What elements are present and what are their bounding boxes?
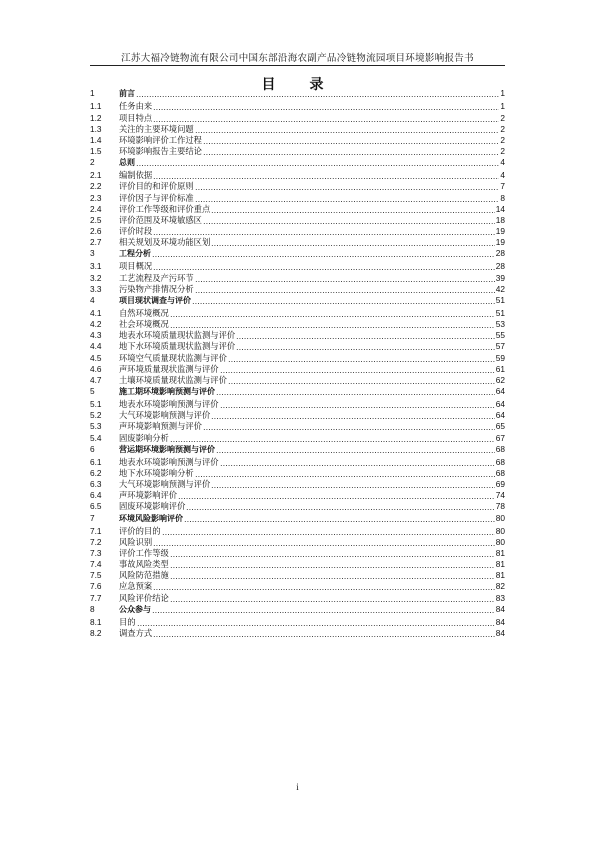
toc-entry-title: 声环境影响预测与评价 [119,421,202,432]
toc-entry-title: 社会环境概况 [119,319,169,330]
toc-entry-number: 4.5 [90,352,102,363]
toc-section-entry[interactable] [90,421,505,432]
toc-entry-title: 任务由来 [119,101,153,112]
toc-entry-title: 关注的主要环境问题 [119,123,194,134]
toc-section-entry[interactable] [90,101,505,112]
toc-section-entry[interactable] [90,410,505,421]
toc-entry-number: 5.4 [90,432,102,443]
toc-section-entry[interactable] [90,170,505,181]
toc-entry-title: 相关规划及环境功能区划 [119,236,211,247]
toc-entry-page: 53 [495,319,505,330]
toc-dot-leader [170,578,495,579]
toc-entry-number: 4.7 [90,374,102,385]
toc-entry-title: 风险识别 [119,537,153,547]
toc-entry-title: 事故风险类型 [119,559,169,570]
toc-entry-page: 68 [495,468,505,479]
toc-entry-number: 6.3 [90,479,102,490]
toc-section-entry[interactable] [90,124,505,135]
toc-section-entry[interactable] [90,341,505,352]
toc-dot-leader [211,487,494,488]
toc-entry-title: 污染物产排情况分析 [119,283,194,294]
toc-dot-leader [170,556,495,557]
toc-chapter-entry[interactable] [90,386,505,397]
toc-section-entry[interactable] [90,526,505,537]
toc-section-entry[interactable] [90,490,505,501]
toc-entry-number: 2.5 [90,214,102,225]
toc-entry-page: 81 [495,559,505,570]
toc-entry-page: 4 [500,170,505,181]
toc-entry-page: 18 [495,214,505,225]
toc-dot-leader [195,189,500,190]
header-rule [90,65,505,66]
toc-dot-leader [136,165,499,166]
toc-dot-leader [153,636,495,637]
toc-entry-number: 4.2 [90,319,102,330]
toc-entry-title: 项目概况 [119,261,153,272]
toc-section-entry[interactable] [90,593,505,604]
toc-entry-page: 14 [495,203,505,214]
toc-section-entry[interactable] [90,204,505,215]
toc-entry-page: 64 [495,399,505,410]
toc-section-entry[interactable] [90,181,505,192]
toc-dot-leader [170,601,495,602]
toc-entry-number: 7 [90,512,95,523]
toc-entry-number: 5 [90,385,95,396]
toc-entry-title: 固废环境影响评价 [119,501,186,512]
toc-entry-page: 1 [500,101,505,112]
toc-section-entry[interactable] [90,261,505,272]
toc-entry-number: 6.1 [90,457,102,467]
toc-dot-leader [152,256,495,257]
toc-entry-number: 1 [90,88,95,98]
toc-entry-page: 51 [495,294,505,305]
toc-dot-leader [153,269,495,270]
toc-entry-number: 1.5 [90,145,102,156]
toc-entry-page: 81 [495,570,505,581]
toc-dot-leader [203,154,499,155]
toc-section-entry[interactable] [90,581,505,592]
toc-dot-leader [195,476,495,477]
toc-dot-leader [195,201,500,202]
toc-dot-leader [153,109,499,110]
toc-section-entry[interactable] [90,479,505,490]
toc-dot-leader [153,121,499,122]
toc-entry-page: 78 [495,501,505,512]
toc-entry-title: 工程分析 [119,249,151,258]
toc-entry-page: 2 [500,123,505,134]
toc-section-entry[interactable] [90,364,505,375]
toc-section-entry[interactable] [90,617,505,628]
toc-section-entry[interactable] [90,193,505,204]
toc-chapter-entry[interactable] [90,444,505,455]
toc-dot-leader [236,349,495,350]
toc-entry-page: 68 [495,443,505,454]
toc-entry-title: 评价目的和评价原则 [119,181,194,192]
toc-section-entry[interactable] [90,433,505,444]
toc-entry-page: 67 [495,432,505,443]
toc-entry-title: 评价工作等级和评价重点 [119,203,211,214]
toc-entry-page: 65 [495,421,505,432]
toc-dot-leader [136,96,499,97]
toc-entry-number: 2.3 [90,192,102,203]
toc-dot-leader [216,452,495,453]
toc-section-entry[interactable] [90,226,505,237]
toc-entry-page: 74 [495,490,505,501]
toc-entry-number: 4.6 [90,363,102,374]
toc-dot-leader [153,545,495,546]
toc-section-entry[interactable] [90,113,505,124]
toc-entry-page: 62 [495,374,505,385]
toc-dot-leader [211,418,494,419]
toc-entry-title: 地表水环境影响预测与评价 [119,457,219,467]
toc-entry-page: 80 [495,537,505,547]
toc-dot-leader [178,498,495,499]
toc-dot-leader [195,292,495,293]
toc-entry-page: 19 [495,236,505,247]
toc-entry-title: 大气环境影响预测与评价 [119,479,211,490]
toc-entry-number: 7.6 [90,581,102,592]
toc-entry-number: 2.7 [90,236,102,247]
toc-entry-number: 1.3 [90,123,102,134]
toc-entry-title: 固废影响分析 [119,432,169,443]
toc-entry-number: 7.1 [90,525,102,536]
toc-chapter-entry[interactable] [90,604,505,615]
toc-section-entry[interactable] [90,284,505,295]
toc-entry-page: 2 [500,134,505,145]
toc-entry-title: 地表水环境质量现状监测与评价 [119,330,236,341]
toc-dot-leader [170,567,495,568]
toc-dot-leader [153,234,495,235]
toc-dot-leader [211,212,494,213]
toc-section-entry[interactable] [90,375,505,386]
toc-entry-number: 1.2 [90,112,102,123]
toc-dot-leader [170,441,495,442]
toc-section-entry[interactable] [90,319,505,330]
toc-entry-page: 19 [495,225,505,236]
toc-entry-page: 39 [495,272,505,283]
toc-entry-number: 1.1 [90,101,102,112]
toc-section-entry[interactable] [90,135,505,146]
toc-section-entry[interactable] [90,237,505,248]
toc-entry-number: 6.5 [90,501,102,512]
toc-dot-leader [170,327,495,328]
toc-entry-title: 大气环境影响预测与评价 [119,410,211,421]
toc-entry-page: 51 [495,308,505,319]
toc-dot-leader [195,132,500,133]
toc-chapter-entry[interactable] [90,295,505,306]
toc-entry-title: 地下水环境影响分析 [119,468,194,479]
toc-entry-page: 81 [495,548,505,559]
toc-entry-title: 地下水环境质量现状监测与评价 [119,341,236,352]
toc-entry-page: 7 [500,181,505,192]
toc-entry-number: 7.2 [90,537,102,547]
toc-entry-title: 声环境质量现状监测与评价 [119,363,219,374]
toc-dot-leader [216,394,495,395]
toc-entry-number: 8.2 [90,628,102,639]
toc-entry-page: 2 [500,145,505,156]
toc-entry-title: 项目现状调查与评价 [119,295,191,305]
toc-entry-title: 风险评价结论 [119,592,169,603]
toc-entry-title: 评价时段 [119,225,153,236]
toc-entry-title: 目的 [119,617,136,627]
toc-entry-number: 3.3 [90,283,102,294]
toc-entry-number: 7.7 [90,592,102,603]
toc-section-entry[interactable] [90,548,505,559]
toc-entry-title: 项目特点 [119,112,153,123]
toc-section-entry[interactable] [90,146,505,157]
toc-entry-page: 64 [495,385,505,396]
toc-entry-page: 42 [495,283,505,294]
toc-dot-leader [236,338,495,339]
toc-entry-number: 4.4 [90,341,102,352]
toc-entry-title: 自然环境概况 [119,308,169,319]
toc-entry-page: 84 [495,628,505,639]
toc-dot-leader [211,245,494,246]
toc-dot-leader [186,509,494,510]
toc-entry-page: 55 [495,330,505,341]
toc-entry-title: 应急预案 [119,581,153,592]
toc-entry-title: 地表水环境影响预测与评价 [119,399,219,410]
page-title: 目 录 [261,77,334,93]
toc-dot-leader [203,429,495,430]
toc-dot-leader [162,534,495,535]
toc-dot-leader [152,612,495,613]
toc-entry-number: 4.1 [90,308,102,319]
toc-entry-page: 59 [495,352,505,363]
toc-chapter-entry[interactable] [90,248,505,259]
toc-section-entry[interactable] [90,215,505,226]
toc-entry-number: 5.1 [90,399,102,410]
toc-section-entry[interactable] [90,330,505,341]
toc-section-entry[interactable] [90,353,505,364]
toc-entry-title: 评价的目的 [119,525,161,536]
toc-entry-page: 28 [495,261,505,272]
toc-entry-number: 2.6 [90,225,102,236]
toc-entry-number: 2.2 [90,181,102,192]
toc-entry-page: 4 [500,156,505,167]
toc-dot-leader [220,465,495,466]
toc-entry-number: 7.3 [90,548,102,559]
toc-entry-number: 8.1 [90,617,102,627]
toc-dot-leader [184,521,495,522]
toc-entry-title: 调查方式 [119,628,153,639]
toc-entry-title: 环境影响评价工作过程 [119,134,202,145]
toc-chapter-entry[interactable] [90,157,505,168]
toc-entry-number: 8 [90,603,95,614]
toc-entry-number: 6.4 [90,490,102,501]
toc-entry-page: 68 [495,457,505,467]
toc-entry-page: 28 [495,248,505,258]
toc-entry-number: 7.4 [90,559,102,570]
toc-entry-number: 2 [90,156,95,167]
toc-section-entry[interactable] [90,501,505,512]
toc-entry-page: 1 [500,88,505,98]
toc-entry-number: 5.2 [90,410,102,421]
toc-dot-leader [228,361,495,362]
toc-dot-leader [170,316,495,317]
toc-entry-number: 6 [90,443,95,454]
toc-dot-leader [220,372,495,373]
toc-entry-page: 64 [495,410,505,421]
toc-entry-title: 前言 [119,89,135,98]
toc-entry-number: 4.3 [90,330,102,341]
toc-entry-page: 61 [495,363,505,374]
toc-entry-page: 80 [495,525,505,536]
toc-entry-title: 环境影响报告主要结论 [119,145,202,156]
toc-dot-leader [153,178,499,179]
toc-entry-title: 施工期环境影响预测与评价 [119,386,215,396]
toc-entry-title: 评价工作等级 [119,548,169,559]
toc-section-entry[interactable] [90,537,505,548]
toc-entry-title: 评价因子与评价标准 [119,192,194,203]
toc-chapter-entry[interactable] [90,88,505,99]
toc-dot-leader [228,383,495,384]
toc-entry-page: 84 [495,603,505,614]
toc-section-entry[interactable] [90,308,505,319]
toc-section-entry[interactable] [90,273,505,284]
toc-entry-number: 6.2 [90,468,102,479]
toc-section-entry[interactable] [90,559,505,570]
running-header: 江苏大福冷链物流有限公司中国东部沿海农副产品冷链物流园项目环境影响报告书 [121,53,474,64]
toc-dot-leader [220,407,495,408]
toc-entry-page: 8 [500,192,505,203]
toc-dot-leader [192,303,495,304]
toc-entry-page: 57 [495,341,505,352]
toc-entry-number: 3 [90,248,95,258]
toc-entry-number: 3.1 [90,261,102,272]
toc-section-entry[interactable] [90,628,505,639]
toc-entry-number: 5.3 [90,421,102,432]
toc-entry-title: 编制依据 [119,170,153,181]
toc-dot-leader [195,281,495,282]
toc-entry-title: 声环境影响评价 [119,490,178,501]
toc-entry-title: 评价范围及环境敏感区 [119,214,202,225]
toc-entry-page: 69 [495,479,505,490]
toc-entry-page: 84 [495,617,505,627]
toc-entry-page: 2 [500,112,505,123]
toc-entry-title: 工艺流程及产污环节 [119,272,194,283]
toc-entry-title: 风险防范措施 [119,570,169,581]
toc-section-entry[interactable] [90,457,505,468]
toc-entry-title: 总则 [119,157,135,167]
toc-entry-page: 80 [495,512,505,523]
toc-entry-title: 环境空气质量现状监测与评价 [119,352,227,363]
page-number: i [296,782,299,792]
toc-entry-number: 1.4 [90,134,102,145]
toc-entry-title: 土壤环境质量现状监测与评价 [119,374,227,385]
toc-entry-title: 环境风险影响评价 [119,513,183,523]
toc-dot-leader [203,143,499,144]
toc-dot-leader [203,223,495,224]
toc-section-entry[interactable] [90,468,505,479]
toc-dot-leader [137,625,495,626]
toc-entry-number: 7.5 [90,570,102,581]
toc-entry-page: 82 [495,581,505,592]
toc-entry-number: 2.1 [90,170,102,181]
toc-entry-page: 83 [495,592,505,603]
toc-dot-leader [153,589,495,590]
toc-entry-number: 2.4 [90,203,102,214]
toc-entry-title: 营运期环境影响预测与评价 [119,444,215,454]
toc-entry-title: 公众参与 [119,604,151,614]
toc-section-entry[interactable] [90,570,505,581]
toc-entry-number: 3.2 [90,272,102,283]
toc-entry-number: 4 [90,294,95,305]
toc-section-entry[interactable] [90,399,505,410]
toc-chapter-entry[interactable] [90,513,505,524]
